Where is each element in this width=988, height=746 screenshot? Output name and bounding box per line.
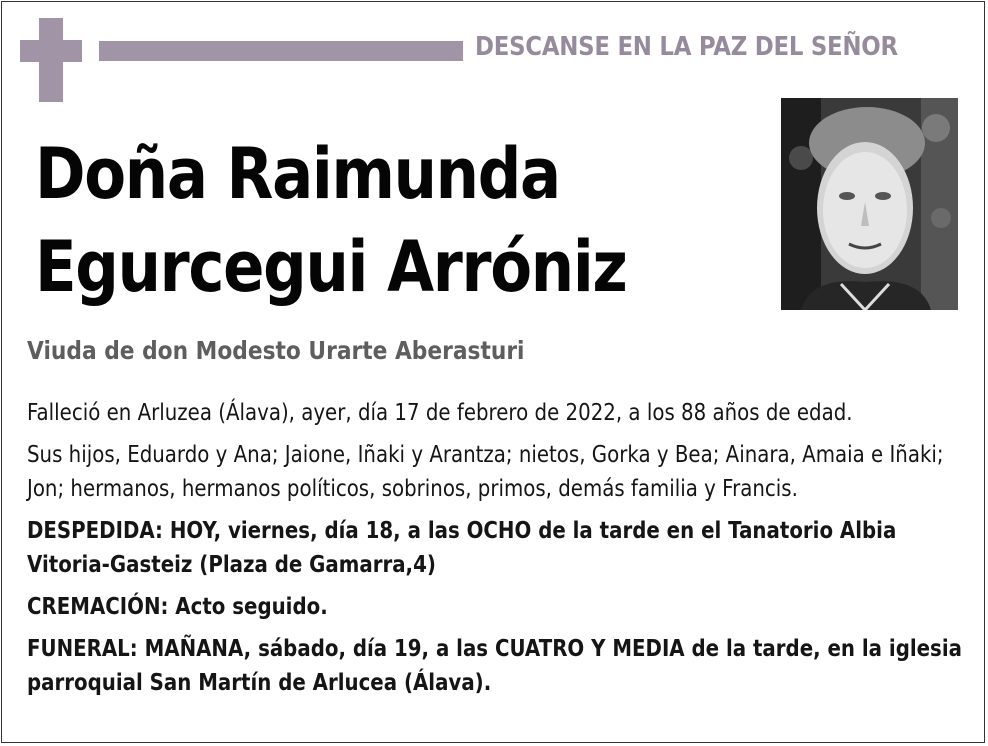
funeral-text: FUNERAL: MAÑANA, sábado, día 19, a las CUATRO Y MEDIA de la tarde, en la iglesia parroquial San Martín de Arlucea (Álava). xyxy=(27,636,962,696)
widow-of-line: Viuda de don Modesto Urarte Aberasturi xyxy=(27,336,525,365)
header-title: DESCANSE EN LA PAZ DEL SEÑOR xyxy=(475,32,898,62)
portrait-photo xyxy=(781,98,958,310)
cross-icon-bar xyxy=(20,40,82,62)
despedida-text: DESPEDIDA: HOY, viernes, día 18, a las OCHO de la tarde en el Tanatorio Albia Vitoria-Gasteiz (Plaza de Gamarra,4) xyxy=(27,518,897,578)
portrait-image xyxy=(781,98,958,310)
obituary-body xyxy=(27,396,964,703)
deceased-name-line2: Egurcegui Arróniz xyxy=(35,226,627,308)
funeral-info xyxy=(27,632,964,700)
deceased-name xyxy=(35,128,627,314)
despedida-info xyxy=(27,514,964,582)
obituary-card xyxy=(1,1,985,743)
cremacion-info xyxy=(27,590,964,624)
family-list: Sus hijos, Eduardo y Ana; Jaione, Iñaki y Arantza; nietos, Gorka y Bea; Ainara, Amaia e Iñaki; Jon; hermanos, hermanos políticos, sobrinos, primos, demás familia y Francis. xyxy=(27,442,944,502)
death-notice: Falleció en Arluzea (Álava), ayer, día 17 de febrero de 2022, a los 88 años de edad. xyxy=(27,400,853,426)
header-rule xyxy=(99,41,463,61)
cremacion-text: CREMACIÓN: Acto seguido. xyxy=(27,594,328,620)
deceased-name-line1: Doña Raimunda xyxy=(35,133,560,215)
